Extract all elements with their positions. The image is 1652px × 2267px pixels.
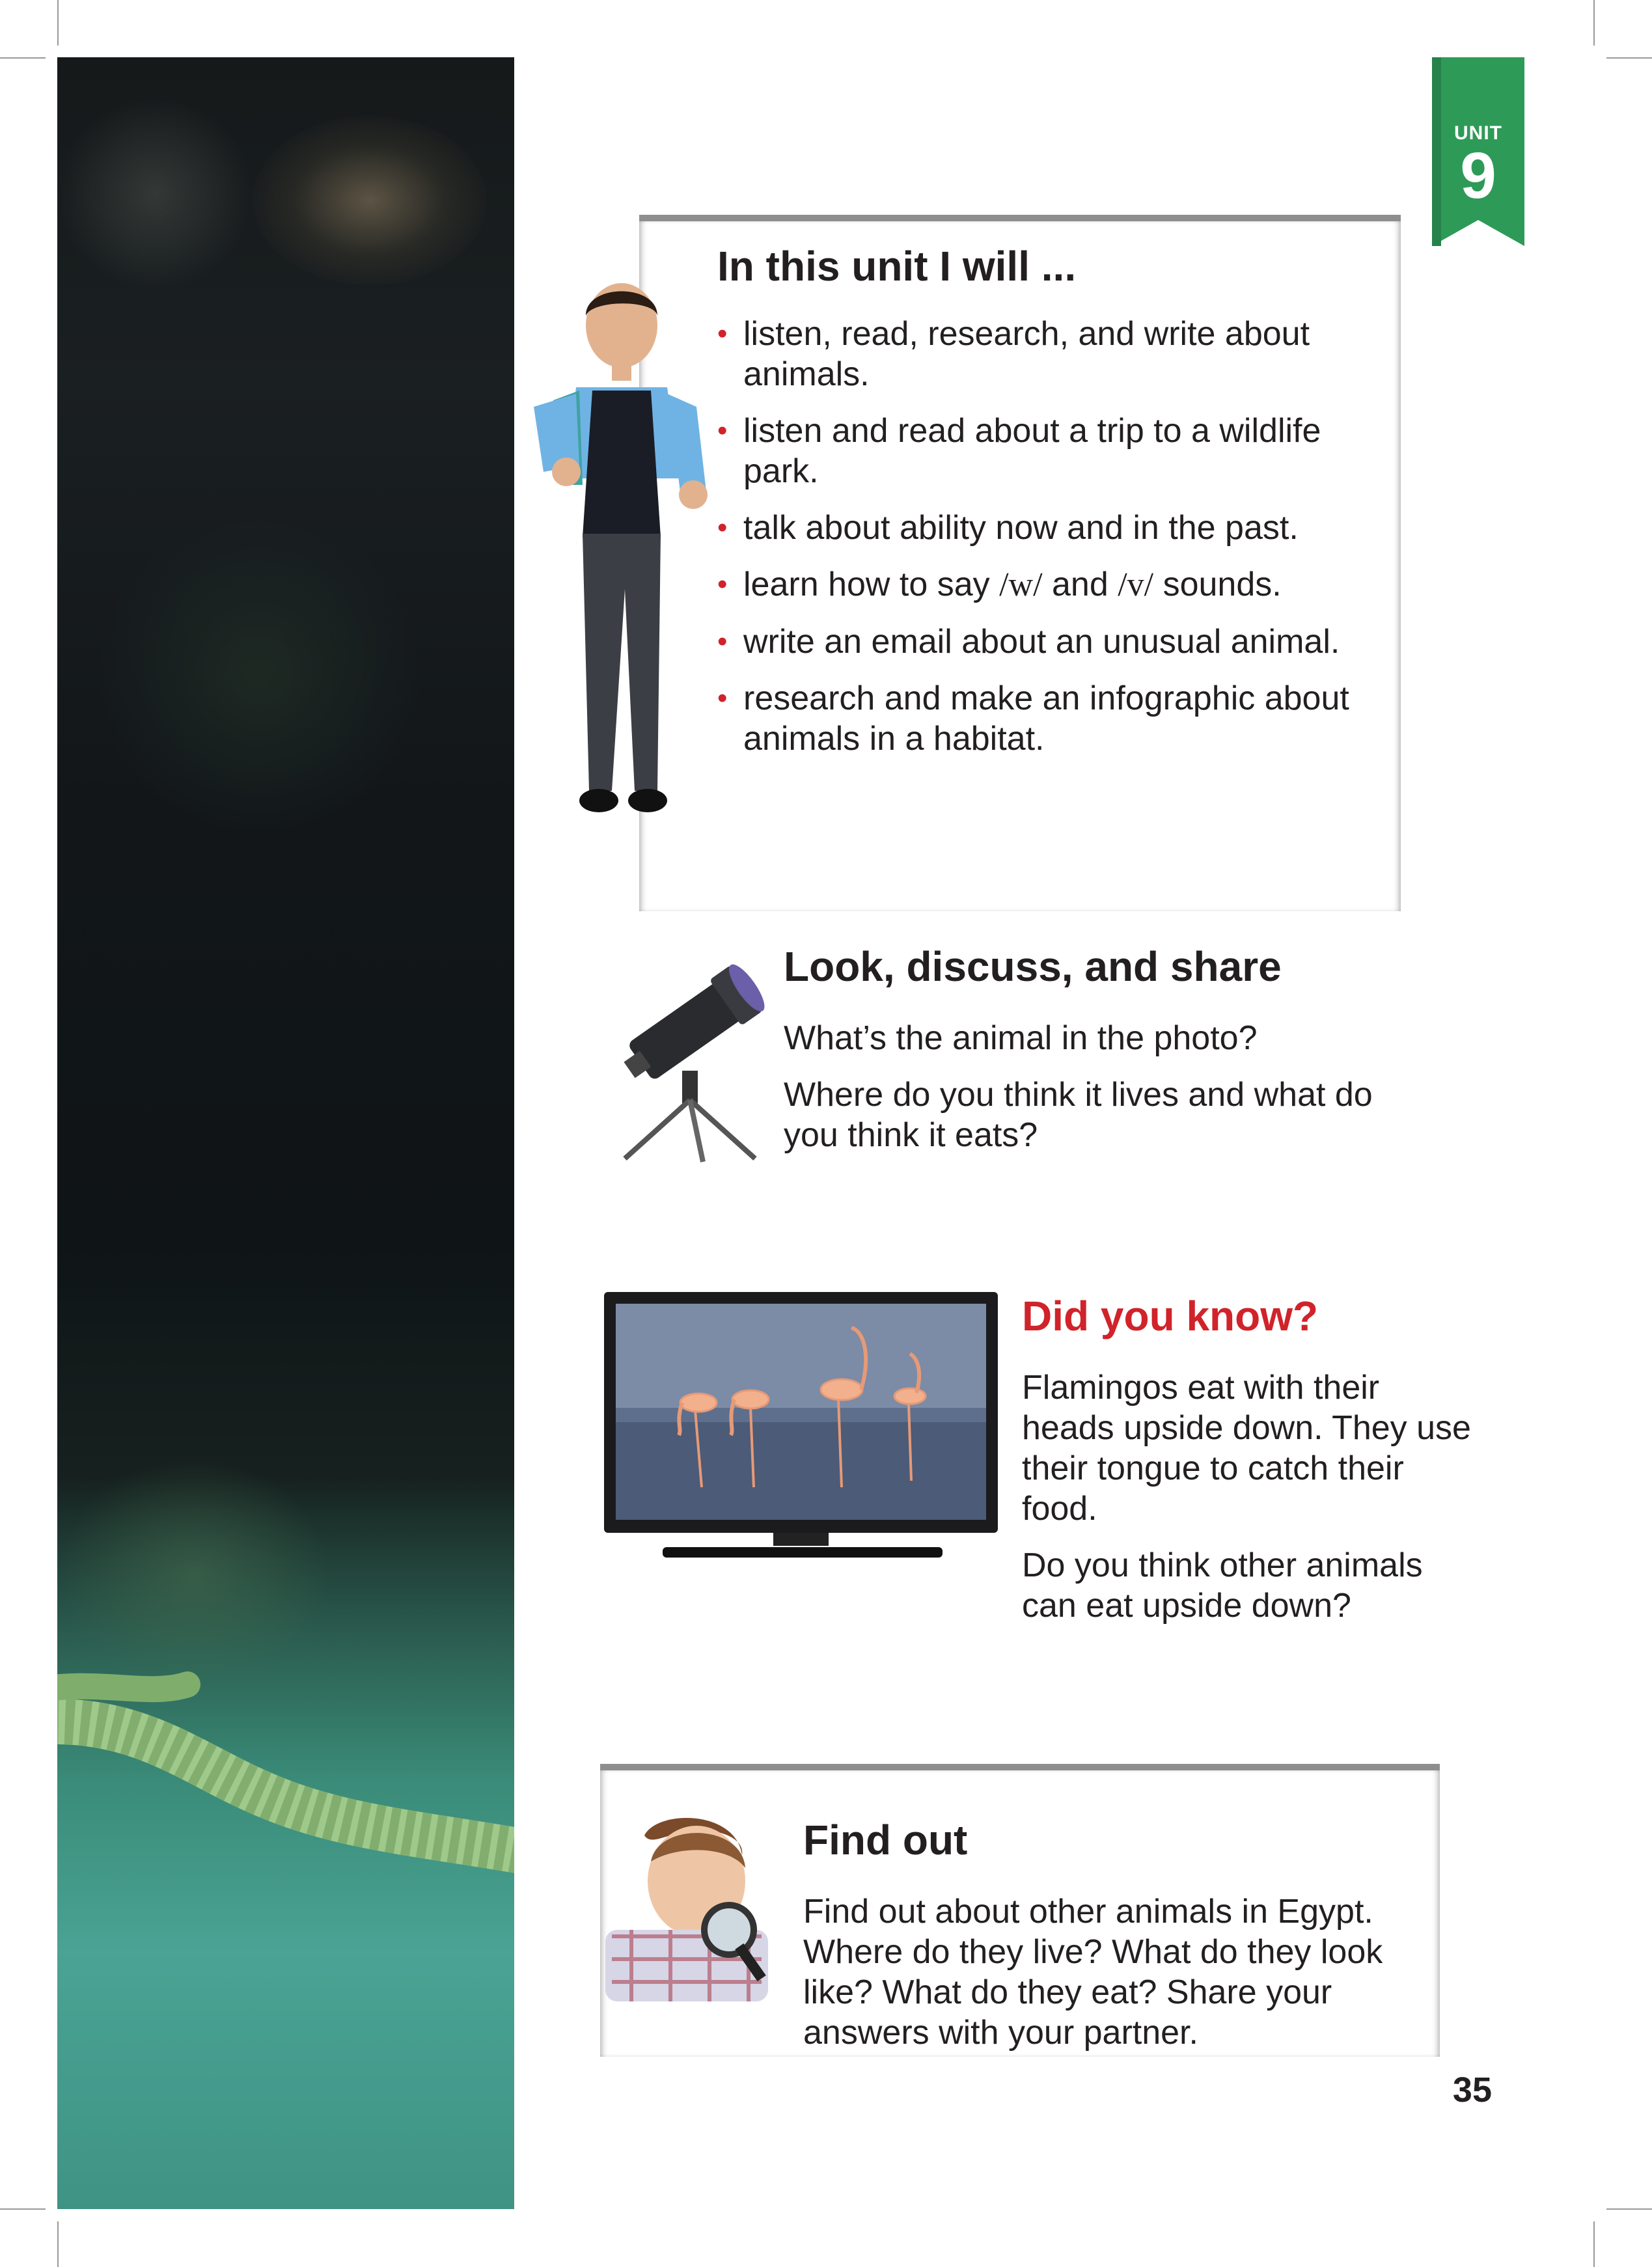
boy-magnifying-glass-image <box>605 1809 768 2005</box>
crop-mark <box>57 0 59 46</box>
animal-photo <box>57 57 514 2209</box>
did-you-know-heading: Did you know? <box>1022 1293 1319 1340</box>
phoneme-v: /v/ <box>1118 566 1154 603</box>
unit-goals-list <box>717 314 1381 759</box>
goal-text: write an email about an unusual animal. <box>743 623 1340 661</box>
crop-mark <box>0 57 46 59</box>
crop-mark <box>1606 2208 1652 2210</box>
question-text: What’s the animal in the photo? <box>784 1019 1258 1057</box>
crop-mark <box>0 2208 46 2210</box>
fact-text: Flamingos eat with their heads upside down. They use their tongue to catch their food. <box>1022 1369 1471 1528</box>
page-number: 35 <box>1452 2070 1492 2109</box>
unit-goals-heading: In this unit I will ... <box>717 243 1077 290</box>
goal-text: and <box>1042 566 1118 603</box>
crop-mark <box>1606 57 1652 59</box>
goal-text: listen and read about a trip to a wildlife park. <box>743 412 1321 490</box>
find-out-heading: Find out <box>803 1817 968 1863</box>
phoneme-w: /w/ <box>999 566 1043 603</box>
goal-text: research and make an infographic about animals in a habitat. <box>743 680 1349 758</box>
goal-text: sounds. <box>1153 566 1282 603</box>
flamingos-tv-image <box>604 1292 998 1572</box>
goal-text: talk about ability now and in the past. <box>743 509 1299 547</box>
goal-text: learn how to say <box>743 566 1000 603</box>
unit-label: UNIT <box>1454 122 1502 144</box>
question-text: Where do you think it lives and what do you think it eats? <box>784 1076 1373 1154</box>
unit-tab <box>1432 57 1524 246</box>
list-item: • write an email about an unusual animal. <box>717 623 1340 661</box>
list-item: • listen and read about a trip to a wildlife park. <box>717 412 1321 490</box>
student-boy-image <box>514 277 716 823</box>
lizard-tail-image <box>57 1671 514 1906</box>
list-item: • talk about ability now and in the past. <box>717 509 1299 547</box>
find-out-text: Find out about other animals in Egypt. Where do they live? What do they look like? What do they eat? Share your answers with your partner. <box>803 1893 1383 2052</box>
crop-mark <box>1593 2221 1595 2267</box>
question-text: Do you think other animals can eat upside down? <box>1022 1546 1423 1625</box>
crop-mark <box>57 2221 59 2267</box>
list-item: • listen, read, research, and write about animals. <box>717 315 1310 393</box>
unit-number: 9 <box>1460 139 1496 212</box>
crop-mark <box>1593 0 1595 46</box>
list-item: • learn how to say /w/ and /v/ sounds. <box>717 566 1282 603</box>
goal-text: listen, read, research, and write about animals. <box>743 315 1310 393</box>
list-item: • research and make an infographic about animals in a habitat. <box>717 680 1349 758</box>
look-discuss-heading: Look, discuss, and share <box>784 943 1282 990</box>
telescope-image <box>605 954 775 1168</box>
